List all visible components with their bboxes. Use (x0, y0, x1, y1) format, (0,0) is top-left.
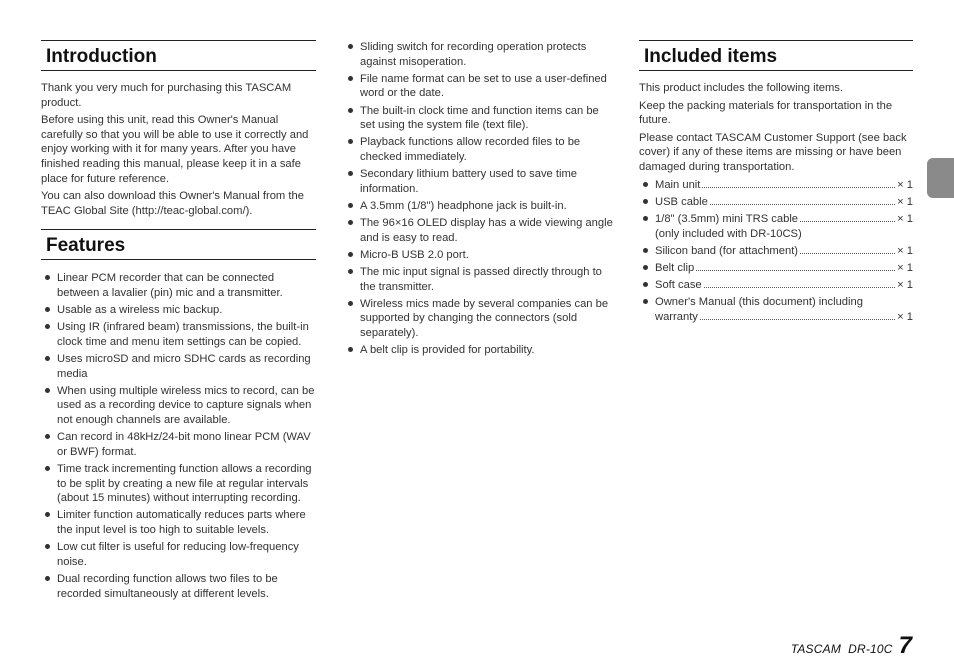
list-item (639, 261, 913, 276)
list-item: A belt clip is provided for portability. (344, 343, 614, 358)
list-item: Micro-B USB 2.0 port. (344, 248, 614, 263)
left-column (41, 40, 316, 604)
list-item: The 96×16 OLED display has a wide viewing angle and is easy to read. (344, 216, 614, 245)
list-item: Time track incrementing function allows a recording to be split by creating a new file at regular intervals (about 15 minutes) without interrupting recording. (41, 462, 316, 506)
dot-leader (800, 253, 895, 254)
list-item: The mic input signal is passed directly through to the transmitter. (344, 265, 614, 294)
item-quantity: × 1 (897, 244, 913, 257)
list-item (639, 244, 913, 259)
dot-leader (704, 287, 895, 288)
item-quantity: × 1 (897, 212, 913, 225)
included-paragraph-2: Keep the packing materials for transportation in the future. (639, 99, 893, 127)
list-item: Limiter function automatically reduces parts where the input level is too high to suitable levels. (41, 508, 316, 537)
included-paragraph-3: Please contact TASCAM Customer Support (see back cover) if any of these items are missing or have been damaged during transportation. (639, 131, 907, 173)
item-quantity: × 1 (897, 261, 913, 274)
list-item: Can record in 48kHz/24-bit mono linear PCM (WAV or BWF) format. (41, 430, 316, 459)
middle-column (344, 40, 614, 360)
item-name: Silicon band (for attachment) (655, 244, 799, 257)
list-item (639, 212, 913, 241)
item-name-first-line: Owner's Manual (this document) including (655, 296, 863, 309)
intro-paragraph-2: Before using this unit, read this Owner's Manual carefully so that you will be able to use it correctly and enjoy working with it for many years. After you have finished reading this manual, please keep it in a safe place for future reference. (41, 114, 309, 185)
item-name: Belt clip (655, 261, 695, 274)
item-name: USB cable (655, 195, 708, 208)
list-item (639, 195, 913, 210)
dot-leader (800, 221, 895, 222)
list-item: Linear PCM recorder that can be connected between a lavalier (pin) mic and a transmitter. (41, 271, 316, 300)
list-item: Playback functions allow recorded files to be checked immediately. (344, 135, 614, 164)
list-item: Secondary lithium battery used to save time information. (344, 167, 614, 196)
item-name: 1/8" (3.5mm) mini TRS cable (655, 212, 799, 225)
footer-product-name: TASCAM DR-10C (790, 642, 893, 657)
list-item (639, 178, 913, 193)
item-name: Soft case (655, 279, 702, 292)
dot-leader (696, 270, 895, 271)
list-item: A 3.5mm (1/8") headphone jack is built-in. (344, 199, 614, 214)
list-item: Usable as a wireless mic backup. (41, 303, 316, 318)
list-item: The built-in clock time and function items can be set using the system file (text file). (344, 104, 614, 133)
right-column (639, 40, 913, 327)
list-item: Uses microSD and micro SDHC cards as recording media (41, 352, 316, 381)
list-item: Wireless mics made by several companies can be supported by changing the connectors (sold separately). (344, 297, 614, 341)
item-quantity: × 1 (897, 279, 913, 292)
features-list-part-2 (344, 40, 614, 358)
item-quantity: × 1 (897, 195, 913, 208)
list-item (639, 295, 913, 324)
dot-leader (710, 204, 895, 205)
list-item: Using IR (infrared beam) transmissions, the built-in clock time and menu item settings can be copied. (41, 320, 316, 349)
item-name: Main unit (655, 178, 701, 191)
item-note: (only included with DR-10CS) (655, 227, 802, 240)
page-number: 7 (898, 632, 912, 660)
intro-paragraph-1: Thank you very much for purchasing this TASCAM product. (41, 82, 292, 109)
item-quantity: × 1 (897, 310, 913, 323)
features-list-part-1 (41, 271, 316, 601)
dot-leader (700, 319, 895, 320)
list-item: Dual recording function allows two files to be recorded simultaneously at different levels. (41, 572, 316, 601)
list-item: Sliding switch for recording operation protects against misoperation. (344, 40, 614, 69)
item-quantity: × 1 (897, 178, 913, 191)
dot-leader (702, 187, 895, 188)
list-item: Low cut filter is useful for reducing low-frequency noise. (41, 540, 316, 569)
page-footer (790, 632, 912, 660)
included-items-heading: Included items (639, 40, 913, 71)
section-tab-marker (927, 158, 954, 198)
intro-paragraph-3: You can also download this Owner's Manual from the TEAC Global Site (http://teac-global.com/). (41, 190, 304, 217)
introduction-heading: Introduction (41, 40, 316, 71)
included-paragraph-1: This product includes the following items. (639, 82, 843, 94)
item-name: warranty (655, 310, 698, 323)
list-item: When using multiple wireless mics to record, can be used as a recording device to capture signals when not enough channels are available. (41, 384, 316, 428)
list-item: File name format can be set to use a user-defined word or the date. (344, 72, 614, 101)
list-item (639, 278, 913, 293)
features-heading: Features (41, 229, 316, 260)
included-items-list (639, 178, 913, 325)
